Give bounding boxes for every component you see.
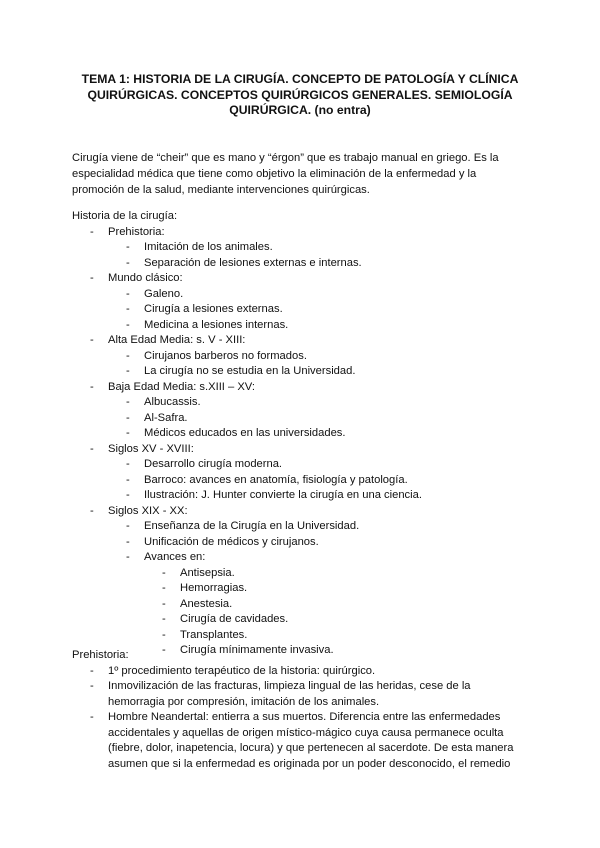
period-details-list bbox=[108, 240, 528, 271]
period-detail bbox=[108, 411, 528, 427]
advance-item bbox=[144, 566, 528, 582]
list-bullet: - bbox=[126, 458, 130, 470]
period-details-list bbox=[108, 287, 528, 334]
period-details-list bbox=[108, 519, 528, 659]
period-detail-text: Cirugía a lesiones externas. bbox=[144, 303, 283, 315]
list-bullet: - bbox=[90, 225, 94, 238]
advance-item bbox=[144, 612, 528, 628]
prehistoria-text: Inmovilización de las fracturas, limpieza lingual de las heridas, cese de la hemorragia por compresión, imitación de los animales. bbox=[108, 680, 471, 708]
list-bullet: - bbox=[126, 241, 130, 253]
period-detail bbox=[108, 287, 528, 303]
list-bullet: - bbox=[126, 473, 130, 486]
period-detail bbox=[108, 364, 528, 380]
list-bullet: - bbox=[90, 664, 94, 677]
period-details-list bbox=[108, 457, 528, 504]
period-detail bbox=[108, 349, 528, 365]
advance-text: Cirugía mínimamente invasiva. bbox=[180, 644, 334, 656]
period-detail-text: Desarrollo cirugía moderna. bbox=[144, 458, 283, 470]
advance-text: Transplantes. bbox=[180, 628, 248, 641]
list-bullet: - bbox=[126, 287, 130, 300]
advances-list bbox=[144, 566, 528, 659]
period-detail bbox=[108, 550, 528, 659]
period-detail bbox=[108, 473, 528, 489]
period-detail-text: Enseñanza de la Cirugía en la Universidad. bbox=[144, 520, 360, 532]
advance-text: Hemorragias. bbox=[180, 582, 248, 594]
list-bullet: - bbox=[162, 628, 166, 641]
list-bullet: - bbox=[126, 520, 130, 532]
period-detail bbox=[108, 318, 528, 334]
list-bullet: - bbox=[162, 644, 166, 656]
period-item bbox=[72, 271, 528, 333]
list-bullet: - bbox=[162, 582, 166, 594]
period-item bbox=[72, 225, 528, 272]
period-label: Prehistoria: bbox=[108, 225, 165, 238]
advance-item bbox=[144, 581, 528, 597]
period-detail bbox=[108, 395, 528, 411]
list-bullet: - bbox=[90, 711, 94, 723]
history-heading: Historia de la cirugía: bbox=[72, 210, 178, 222]
period-label: Alta Edad Media: s. V - XIII: bbox=[108, 334, 246, 346]
period-detail-text: Cirujanos barberos no formados. bbox=[144, 349, 307, 362]
period-detail-text: Albucassis. bbox=[144, 396, 201, 408]
history-periods-list bbox=[72, 225, 528, 659]
prehistoria-item bbox=[72, 664, 528, 680]
period-item bbox=[72, 442, 528, 504]
prehistoria-section bbox=[72, 648, 528, 772]
period-label: Mundo clásico: bbox=[108, 272, 183, 284]
list-bullet: - bbox=[126, 489, 130, 501]
advance-item bbox=[144, 597, 528, 613]
period-detail bbox=[108, 426, 528, 442]
list-bullet: - bbox=[90, 380, 94, 393]
period-detail bbox=[108, 256, 528, 272]
advance-text: Antisepsia. bbox=[180, 566, 235, 579]
period-detail-text: Barroco: avances en anatomía, fisiología y patología. bbox=[144, 473, 408, 486]
period-detail bbox=[108, 519, 528, 535]
period-detail bbox=[108, 302, 528, 318]
list-bullet: - bbox=[126, 256, 130, 269]
list-bullet: - bbox=[126, 411, 130, 424]
period-detail-text: Medicina a lesiones internas. bbox=[144, 318, 289, 331]
prehistoria-heading: Prehistoria: bbox=[72, 649, 129, 661]
intro-paragraph: Cirugía viene de “cheir” que es mano y “érgon” que es trabajo manual en griego. Es la especialidad médica que tiene como objetivo la eliminación de la enfermedad y la promoción de la salud, mediante intervenciones quirúrgicas. bbox=[72, 152, 499, 196]
period-detail-text: La cirugía no se estudia en la Universidad. bbox=[144, 365, 356, 377]
list-bullet: - bbox=[90, 504, 94, 517]
list-bullet: - bbox=[126, 303, 130, 315]
period-detail-text: Unificación de médicos y cirujanos. bbox=[144, 535, 319, 548]
period-detail-text: Imitación de los animales. bbox=[144, 241, 273, 253]
history-section bbox=[72, 209, 528, 659]
list-bullet: - bbox=[162, 597, 166, 610]
period-detail bbox=[108, 488, 528, 504]
period-item bbox=[72, 333, 528, 380]
list-bullet: - bbox=[162, 566, 166, 579]
prehistoria-item bbox=[72, 679, 528, 710]
advance-text: Cirugía de cavidades. bbox=[180, 613, 289, 625]
prehistoria-list bbox=[72, 664, 528, 773]
list-bullet: - bbox=[90, 680, 94, 692]
advances-label: Avances en: bbox=[144, 551, 206, 563]
list-bullet: - bbox=[126, 318, 130, 331]
prehistoria-text: Hombre Neandertal: entierra a sus muertos. Diferencia entre las enfermedades accidentales y aquellas de origen místico-mágico cuya causa permanece oculta (fiebre, dolor, inapetencia, locura) y que pertenecen al sacerdote. De esta manera asumen que si la enfermedad es originada por un poder desconocido, el remedio bbox=[108, 711, 514, 770]
period-label: Baja Edad Media: s.XIII – XV: bbox=[108, 380, 255, 393]
list-bullet: - bbox=[90, 334, 94, 346]
period-label: Siglos XIX - XX: bbox=[108, 504, 188, 517]
period-details-list bbox=[108, 349, 528, 380]
period-details-list bbox=[108, 395, 528, 442]
period-detail-text: Al-Safra. bbox=[144, 411, 188, 424]
list-bullet: - bbox=[90, 442, 94, 455]
period-detail bbox=[108, 457, 528, 473]
list-bullet: - bbox=[126, 365, 130, 377]
document-title: TEMA 1: HISTORIA DE LA CIRUGÍA. CONCEPTO DE PATOLOGÍA Y CLÍNICA QUIRÚRGICAS. CONCEPTOS QUIRÚRGICOS GENERALES. SEMIOLOGÍA QUIRÚRGICA. (no entra) bbox=[81, 72, 519, 117]
period-detail bbox=[108, 535, 528, 551]
list-bullet: - bbox=[90, 272, 94, 284]
advance-item bbox=[144, 628, 528, 644]
list-bullet: - bbox=[126, 551, 130, 563]
list-bullet: - bbox=[126, 349, 130, 362]
list-bullet: - bbox=[126, 535, 130, 548]
period-detail-text: Separación de lesiones externas e internas. bbox=[144, 256, 362, 269]
period-detail-text: Médicos educados en las universidades. bbox=[144, 427, 346, 439]
period-detail-text: Ilustración: J. Hunter convierte la cirugía en una ciencia. bbox=[144, 489, 422, 501]
period-label: Siglos XV - XVIII: bbox=[108, 442, 194, 455]
list-bullet: - bbox=[126, 396, 130, 408]
period-detail bbox=[108, 240, 528, 256]
prehistoria-text: 1º procedimiento terapéutico de la historia: quirúrgico. bbox=[108, 664, 376, 677]
period-item bbox=[72, 380, 528, 442]
prehistoria-item bbox=[72, 710, 528, 772]
period-detail-text: Galeno. bbox=[144, 287, 184, 300]
period-item bbox=[72, 504, 528, 659]
list-bullet: - bbox=[162, 613, 166, 625]
advance-text: Anestesia. bbox=[180, 597, 233, 610]
list-bullet: - bbox=[126, 427, 130, 439]
